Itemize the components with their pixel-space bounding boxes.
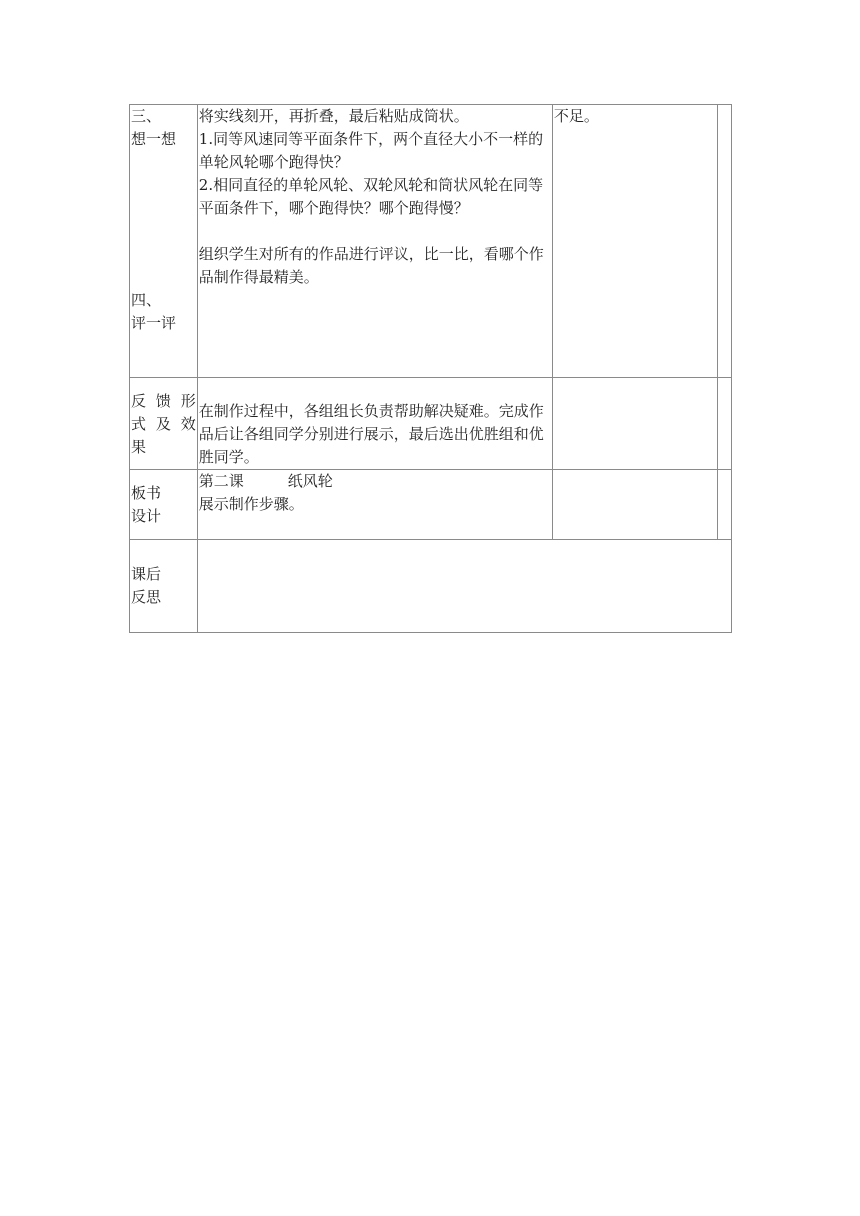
table-row-reflection [130,540,732,633]
board-title-line [199,470,551,493]
reflection-label-line1: 课后 [131,565,162,583]
feedback-label-line3: 果 [131,438,147,456]
question-1: 1.同等风速同等平面条件下，两个直径大小不一样的单轮风轮哪个跑得快？ [198,130,544,171]
board-content-line: 展示制作步骤。 [198,495,304,513]
lesson-plan-table [129,104,732,633]
section-label-cell [130,540,198,633]
section-label-cell [130,105,198,378]
reflection-label-line2: 反思 [131,588,162,606]
section-label-think: 想一想 [131,130,177,148]
section-label-think-number: 三、 [131,107,162,125]
evaluation-text: 组织学生对所有的作品进行评议，比一比，看哪个作品制作得最精美。 [198,245,544,286]
instruction-text: 将实线刻开，再折叠，最后粘贴成筒状。 [198,107,469,125]
table-row-think-evaluate [130,105,732,378]
section-label-evaluate-number: 四、 [131,291,162,309]
empty-cell [717,105,731,378]
note-cell [552,470,717,540]
board-label-line1: 板书 [131,484,162,502]
board-label-line2: 设计 [131,507,162,525]
section-label-cell [130,470,198,540]
empty-cell [717,470,731,540]
note-cell [552,378,717,470]
note-cell [552,105,717,378]
feedback-label-line1: 反 馈 形 [131,392,196,410]
question-2: 2.相同直径的单轮风轮、双轮风轮和筒状风轮在同等平面条件下，哪个跑得快？哪个跑得慢？ [198,176,544,217]
content-cell [197,378,552,470]
content-cell [197,470,552,540]
section-label-cell [130,378,198,470]
table-row-board-design [130,470,732,540]
content-cell [197,105,552,378]
side-note: 不足。 [553,107,599,125]
table-row-feedback [130,378,732,470]
lesson-number: 第二课 [198,472,244,490]
feedback-text: 在制作过程中，各组组长负责帮助解决疑难。完成作品后让各组同学分别进行展示，最后选出优胜组和优胜同学。 [198,402,544,466]
feedback-label-line2: 式 及 效 [131,415,196,433]
empty-cell [717,378,731,470]
lesson-title: 纸风轮 [287,472,333,490]
section-label-evaluate: 评一评 [131,314,177,332]
reflection-content-cell [197,540,731,633]
